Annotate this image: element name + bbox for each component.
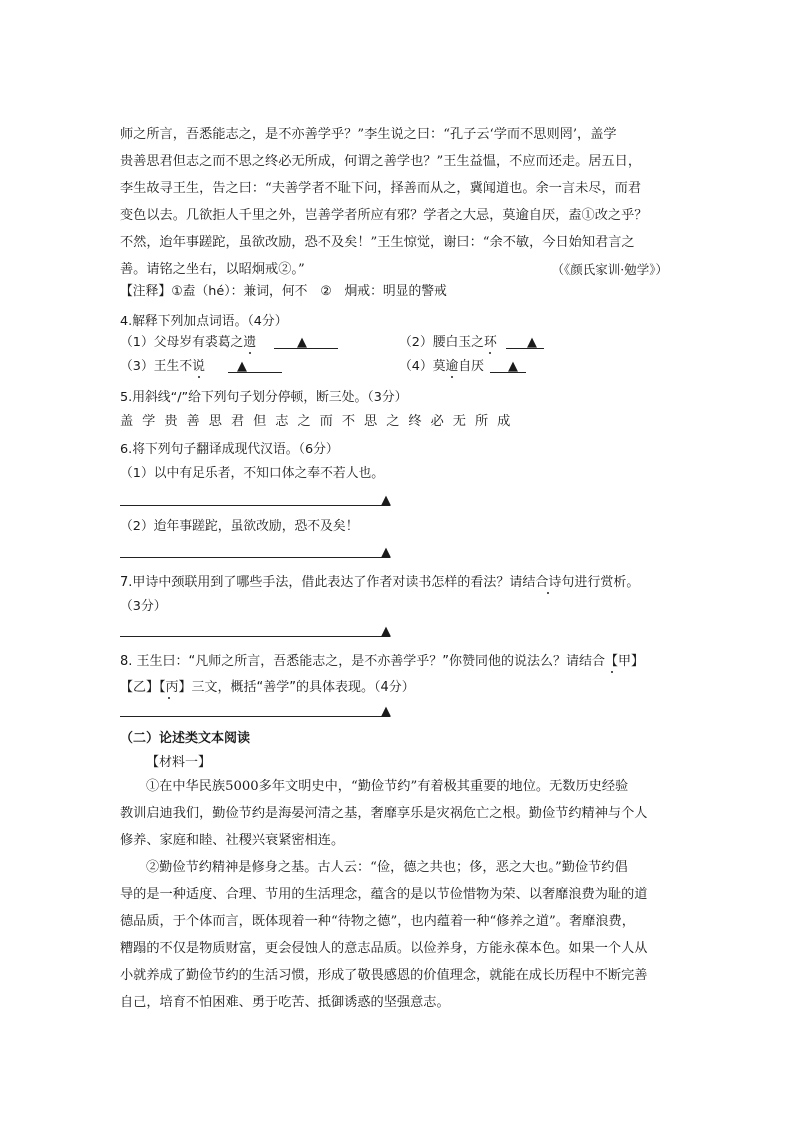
notes: [120, 283, 447, 301]
q5-title: 5.用斜线“/”给下列句子划分停顿，断三处。（3分）: [120, 390, 408, 405]
q4-blank-marker-4: ▲: [508, 359, 518, 374]
q4-item-1-pre: 父母岁有裘葛之: [153, 335, 244, 350]
q8-line-2-dotted: 【乙】【丙】三文: [120, 680, 218, 695]
q4-item-4-dotted: 逾: [445, 359, 459, 374]
p2-line-3: 德品质，于个体而言，既体现着一种“待物之德”，也内蕴着一种“修养之道”。奢靡浪费，: [120, 914, 635, 929]
p2-line-6: 自己，培育不怕困难、勇于吃苦、抵御诱惑的坚强意志。: [120, 995, 450, 1010]
q4-item-1-num: （1）: [120, 335, 154, 350]
q6-blank-marker-2: ▲: [381, 545, 391, 560]
material1-label: 【材料一】: [146, 755, 212, 770]
q4-item-4-num: （4）: [399, 359, 433, 374]
q8-line-2: [120, 679, 415, 697]
q4-item-4-post: 自厌: [458, 359, 484, 374]
q7-line-2: （3分）: [120, 599, 167, 614]
q7-blank-marker: ▲: [381, 624, 391, 639]
q4-item-2: [399, 334, 497, 352]
q4-answer-blank-2[interactable]: [506, 348, 544, 349]
p2-line-5: 小就养成了勤俭节约的生活习惯，形成了敬畏感恩的价值理念，就能在成长历程中不断完善: [120, 968, 648, 983]
q8-answer-line[interactable]: [120, 716, 390, 717]
notes-text: ①盍（hé）：兼词，何不 ② 炯戒：明显的警戒: [171, 284, 447, 299]
p1-line-1: ①在中华民族5000多年文明史中，“勤俭节约”有着极其重要的地位。无数历史经验: [146, 779, 629, 794]
q8-line-1-dotted: 结合【甲】: [579, 654, 645, 669]
q4-item-2-dotted: 环: [483, 335, 497, 350]
q7-line-1-dotted: 结合诗句: [522, 575, 575, 590]
q4-item-3-num: （3）: [120, 359, 154, 374]
q4-blank-marker-1: ▲: [297, 335, 307, 350]
q4-title: 4.解释下列加点词语。（4分）: [120, 314, 288, 329]
q6-title: 6.将下列句子翻译成现代汉语。（6分）: [120, 442, 339, 457]
q8-line-2-post: ，概括“善学”的具体表现。（4分）: [217, 680, 415, 695]
p1-line-2: 教训启迪我们，勤俭节约是海晏河清之基，奢靡享乐是灾祸危亡之根。勤俭节约精神与个人: [120, 806, 648, 821]
q4-blank-marker-3: ▲: [237, 359, 247, 374]
q6-answer-line-1[interactable]: [120, 505, 390, 506]
q4-item-4: [399, 358, 484, 376]
q6-sentence-1: （1）以中有足乐者，不知口体之奉不若人也。: [120, 466, 385, 481]
p2-line-2: 导的是一种适度、合理、节用的生活理念，蕴含的是以节俭惜物为荣、以奢靡浪费为耻的道: [120, 887, 648, 902]
q7-line-1: [120, 574, 639, 592]
q4-item-3-dotted: 说: [192, 359, 205, 374]
q4-blank-marker-2: ▲: [527, 335, 537, 350]
q8-blank-marker: ▲: [381, 704, 391, 719]
passage-source: （《颜氏家训·勉学》）: [551, 262, 668, 277]
passage-line-4: 变色以去。几欲拒人千里之外，岂善学者所应有邪？学者之大忌，莫逾自厌，盍①改之乎？: [120, 208, 648, 223]
p1-line-3: 修养、家庭和睦、社稷兴衰紧密相连。: [120, 833, 345, 848]
q4-item-2-pre: 腰白玉之: [432, 335, 484, 350]
q4-item-1: [120, 334, 256, 352]
q8-line-1-pre: 8. 王生曰：“凡师之所言，吾悉能志之，是不亦善学乎？”你赞同他的说法么？请: [120, 654, 580, 669]
q8-line-1: [120, 653, 644, 671]
p2-line-1: ②勤俭节约精神是修身之基。古人云：“俭，德之共也；侈，恶之大也。”勤俭节约倡: [146, 860, 628, 875]
section2-title: （二）论述类文本阅读: [120, 731, 251, 746]
p2-line-4: 糟蹋的不仅是物质财富，更会侵蚀人的意志品质。以俭养身，方能永葆本色。如果一个人从: [120, 941, 648, 956]
q4-item-2-num: （2）: [399, 335, 433, 350]
passage-line-6: 善。请铭之坐右，以昭炯戒②。”: [120, 262, 305, 277]
passage-line-2: 贵善思君但志之而不思之终必无所成，何谓之善学也？”王生益愠，不应而还走。居五日，: [120, 154, 642, 169]
passage-line-5: 不然，迨年事蹉跎，虽欲改励，恐不及矣！”王生惊觉，谢曰：“余不敏，今日始知君言之: [120, 235, 635, 250]
q7-answer-line[interactable]: [120, 636, 390, 637]
q5-sentence: 盖学贵善思君但志之而不思之终必无所成: [120, 414, 520, 429]
q7-line-1-post: 进行赏析。: [574, 575, 640, 590]
q7-line-1-pre: 7.甲诗中颈联用到了哪些手法，借此表达了作者对读书怎样的看法？请: [120, 575, 523, 590]
q4-item-4-pre: 莫: [432, 359, 446, 374]
passage-line-3: 李生故寻王生，告之曰：“夫善学者不耻下问，择善而从之，冀闻道也。余一言未尽，而君: [120, 181, 642, 196]
q4-item-1-dotted: 遗: [243, 335, 257, 350]
passage-line-1: 师之所言，吾悉能志之，是不亦善学乎？”李生说之曰：“孔子云‘学而不思则罔’，盖学: [120, 127, 617, 142]
q4-item-3: [120, 358, 205, 376]
q6-blank-marker-1: ▲: [381, 493, 391, 508]
notes-label: 【注释】: [120, 284, 172, 299]
q4-item-3-pre: 王生不: [153, 359, 193, 374]
q6-sentence-2: （2）迨年事蹉跎，虽欲改励，恐不及矣！: [120, 519, 359, 534]
q6-answer-line-2[interactable]: [120, 557, 390, 558]
